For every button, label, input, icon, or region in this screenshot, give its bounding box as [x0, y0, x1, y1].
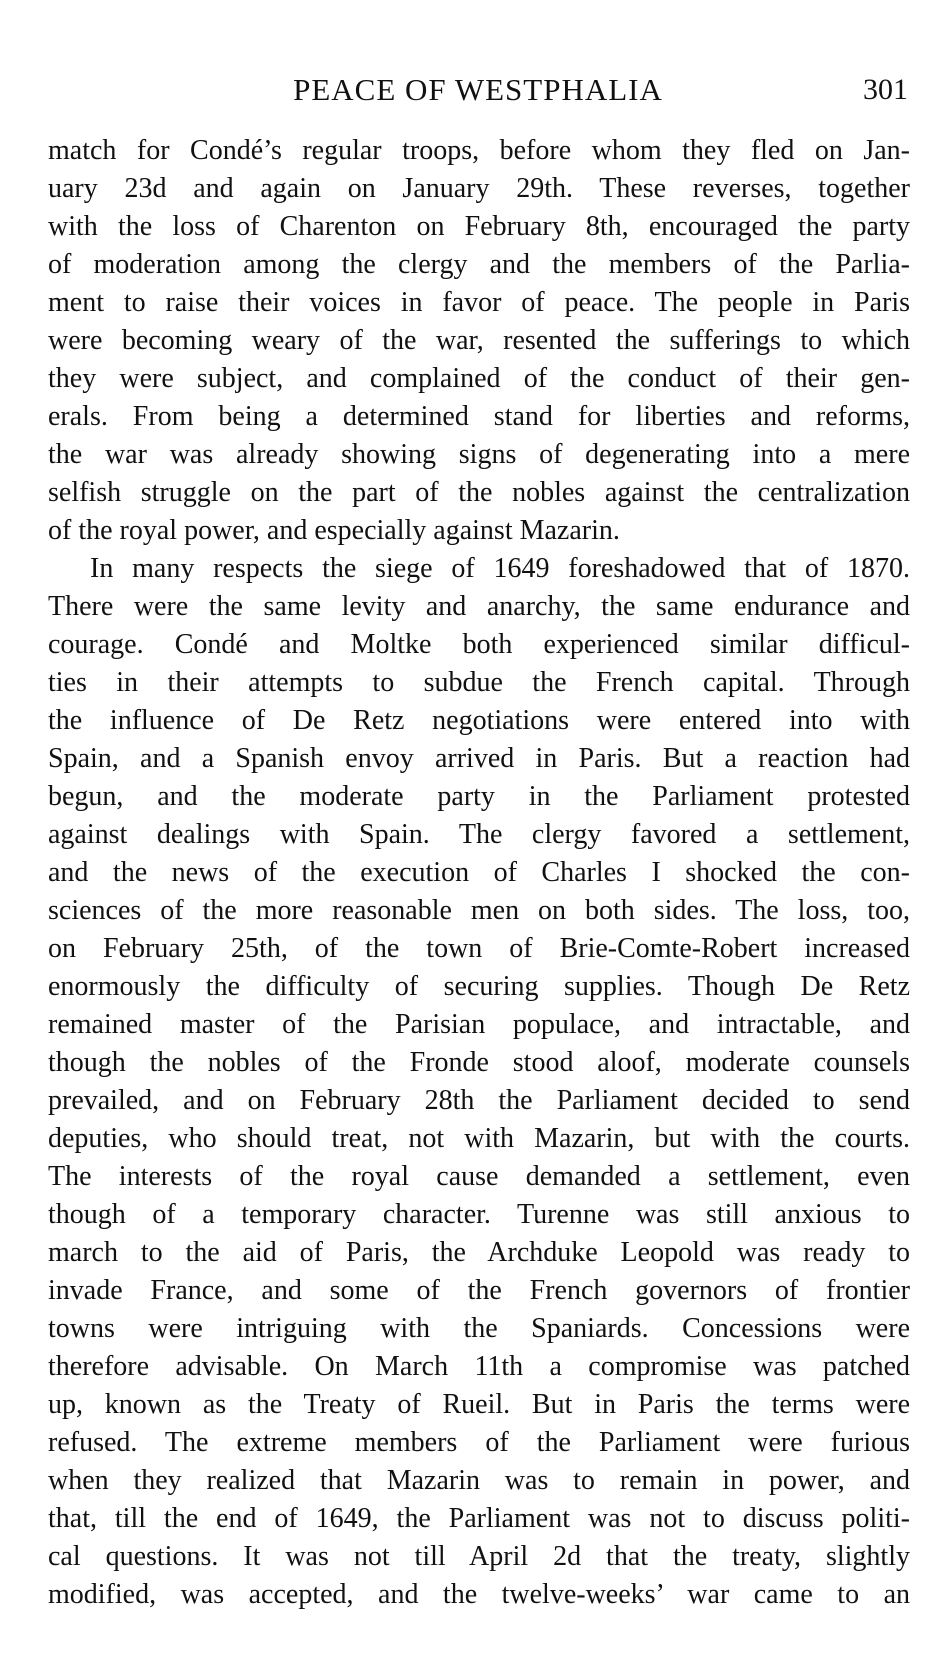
text-line: and the news of the execution of Charles I shocked the con- [48, 857, 910, 888]
text-line: they were subject, and complained of the conduct of their gen- [48, 363, 910, 394]
text-line: ment to raise their voices in favor of peace. The people in Paris [48, 287, 910, 318]
text-line: invade France, and some of the French governors of frontier [48, 1275, 910, 1306]
text-line: refused. The extreme members of the Parliament were furious [48, 1427, 910, 1458]
text-line: match for Condé’s regular troops, before whom they fled on Jan- [48, 135, 910, 166]
text-line: the war was already showing signs of degenerating into a mere [48, 439, 910, 470]
text-line: the influence of De Retz negotiations were entered into with [48, 705, 910, 736]
text-line: modified, was accepted, and the twelve-weeks’ war came to an [48, 1579, 910, 1610]
text-line: up, known as the Treaty of Rueil. But in Paris the terms were [48, 1389, 910, 1420]
text-line: sciences of the more reasonable men on both sides. The loss, too, [48, 895, 910, 926]
text-line: The interests of the royal cause demanded a settlement, even [48, 1161, 910, 1192]
page-header [48, 70, 908, 110]
text-line: when they realized that Mazarin was to remain in power, and [48, 1465, 910, 1496]
text-line: of moderation among the clergy and the members of the Parlia- [48, 249, 910, 280]
body-text [48, 132, 910, 1614]
text-line: There were the same levity and anarchy, the same endurance and [48, 591, 910, 622]
text-line: with the loss of Charenton on February 8th, encouraged the party [48, 211, 910, 242]
text-line: on February 25th, of the town of Brie-Comte-Robert increased [48, 933, 910, 964]
text-line: courage. Condé and Moltke both experienced similar difficul- [48, 629, 910, 660]
text-line: enormously the difficulty of securing supplies. Though De Retz [48, 971, 910, 1002]
text-line: uary 23d and again on January 29th. These reverses, together [48, 173, 910, 204]
text-line: march to the aid of Paris, the Archduke Leopold was ready to [48, 1237, 910, 1268]
paragraph-2 [48, 550, 910, 1614]
text-line: remained master of the Parisian populace, and intractable, and [48, 1009, 910, 1040]
page-number: 301 [863, 73, 908, 106]
running-head: PEACE OF WESTPHALIA [293, 72, 663, 107]
text-line: deputies, who should treat, not with Mazarin, but with the courts. [48, 1123, 910, 1154]
text-line: cal questions. It was not till April 2d that the treaty, slightly [48, 1541, 910, 1572]
text-line: erals. From being a determined stand for liberties and reforms, [48, 401, 910, 432]
text-line: were becoming weary of the war, resented the sufferings to which [48, 325, 910, 356]
text-line: though of a temporary character. Turenne was still anxious to [48, 1199, 910, 1230]
paragraph-1 [48, 132, 910, 550]
text-line: begun, and the moderate party in the Parliament protested [48, 781, 910, 812]
text-line: towns were intriguing with the Spaniards. Concessions were [48, 1313, 910, 1344]
text-line: Spain, and a Spanish envoy arrived in Paris. But a reaction had [48, 743, 910, 774]
text-line: prevailed, and on February 28th the Parliament decided to send [48, 1085, 910, 1116]
text-line: against dealings with Spain. The clergy favored a settlement, [48, 819, 910, 850]
text-line: selfish struggle on the part of the nobles against the centralization [48, 477, 910, 508]
text-line: of the royal power, and especially against Mazarin. [48, 515, 620, 546]
text-line: ties in their attempts to subdue the French capital. Through [48, 667, 910, 698]
text-line: though the nobles of the Fronde stood aloof, moderate counsels [48, 1047, 910, 1078]
text-line: therefore advisable. On March 11th a compromise was patched [48, 1351, 910, 1382]
text-line: In many respects the siege of 1649 foreshadowed that of 1870. [90, 553, 910, 584]
text-line: that, till the end of 1649, the Parliament was not to discuss politi- [48, 1503, 910, 1534]
